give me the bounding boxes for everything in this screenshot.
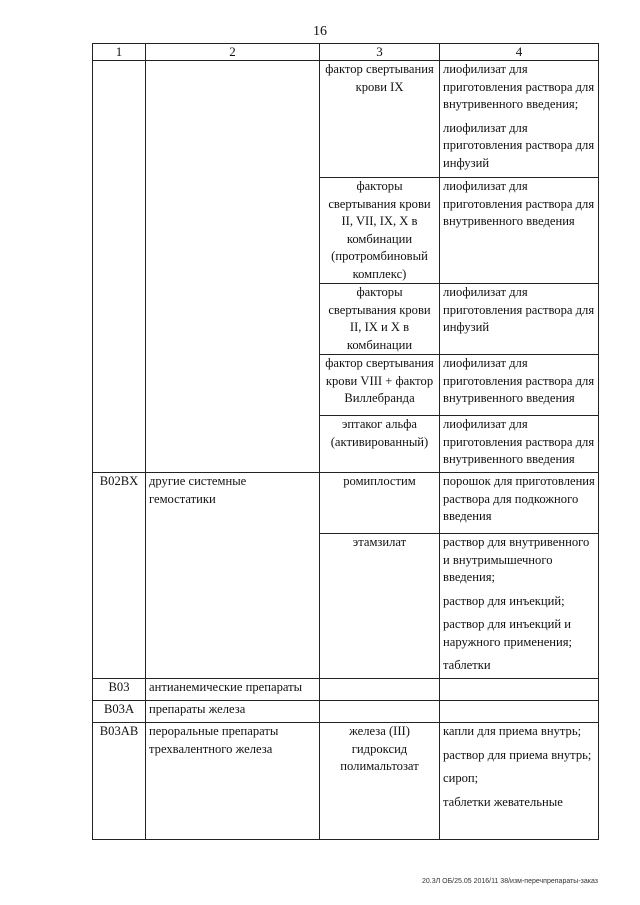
inn-name: ромиплостим	[320, 473, 440, 534]
inn-name: факторы свертывания крови II, IX и X в комбинации	[320, 284, 440, 355]
dosage-form: таблетки жевательные	[443, 794, 563, 809]
dosage-form: сироп;	[443, 771, 479, 785]
dosage-form: раствор для инъекций и наружного применения;	[443, 617, 573, 649]
header-col-2: 2	[146, 44, 320, 61]
header-col-3: 3	[320, 44, 440, 61]
inn-name: этамзилат	[320, 534, 440, 679]
group-name: антианемические препараты	[146, 679, 320, 701]
inn-name	[320, 679, 440, 701]
dosage-form: лиофилизат для приготовления раствора для внутривенного введения	[443, 417, 595, 466]
atc-code: B03A	[93, 701, 146, 723]
atc-code: B03AB	[93, 723, 146, 840]
dosage-forms	[440, 416, 599, 473]
dosage-forms	[440, 473, 599, 534]
header-col-1: 1	[93, 44, 146, 61]
dosage-form: раствор для приема внутрь;	[443, 747, 592, 762]
inn-name: фактор свертывания крови VIII + фактор Виллебранда	[320, 355, 440, 416]
dosage-form: лиофилизат для приготовления раствора для внутривенного введения;	[443, 62, 595, 111]
inn-name: факторы свертывания крови II, VII, IX, X в комбинации (протромбиновый комплекс)	[320, 178, 440, 284]
dosage-form: лиофилизат для приготовления раствора для инфузий	[443, 120, 595, 170]
dosage-form: порошок для приготовления раствора для подкожного введения	[443, 474, 595, 523]
inn-name: эптаког альфа (активированный)	[320, 416, 440, 473]
dosage-forms	[440, 679, 599, 701]
table-row	[93, 61, 599, 178]
header-row	[93, 44, 599, 61]
dosage-form: капли для приема внутрь;	[443, 724, 582, 738]
dosage-forms	[440, 178, 599, 284]
inn-name: фактор свертывания крови IX	[320, 61, 440, 178]
atc-code: B02BX	[93, 473, 146, 679]
table-row	[93, 701, 599, 723]
dosage-forms	[440, 61, 599, 178]
dosage-forms	[440, 534, 599, 679]
inn-name: железа (III) гидроксид полимальтозат	[320, 723, 440, 840]
table-row	[93, 679, 599, 701]
dosage-form: лиофилизат для приготовления раствора для внутривенного введения	[443, 356, 595, 405]
group-name: другие системные гемостатики	[146, 473, 320, 679]
atc-code	[93, 61, 146, 473]
dosage-forms	[440, 355, 599, 416]
dosage-form: раствор для инъекций;	[443, 593, 565, 608]
table-row	[93, 723, 599, 840]
dosage-form: лиофилизат для приготовления раствора для инфузий	[443, 285, 595, 334]
dosage-form: таблетки	[443, 658, 491, 672]
atc-code: B03	[93, 679, 146, 701]
dosage-form: лиофилизат для приготовления раствора для внутривенного введения	[443, 179, 595, 228]
group-name: препараты железа	[146, 701, 320, 723]
drug-table	[92, 43, 599, 840]
dosage-forms	[440, 723, 599, 840]
dosage-forms	[440, 701, 599, 723]
dosage-form: раствор для внутривенного и внутримышечного введения;	[443, 535, 590, 584]
group-name: пероральные препараты трехвалентного железа	[146, 723, 320, 840]
dosage-forms	[440, 284, 599, 355]
document-footer: 20.3Л ОБ/25.05 2016/11 38/изм-перечпрепараты-заказ	[421, 878, 598, 885]
page-number: 16	[313, 24, 327, 39]
table-row	[93, 473, 599, 534]
group-name	[146, 61, 320, 473]
inn-name	[320, 701, 440, 723]
header-col-4: 4	[440, 44, 599, 61]
